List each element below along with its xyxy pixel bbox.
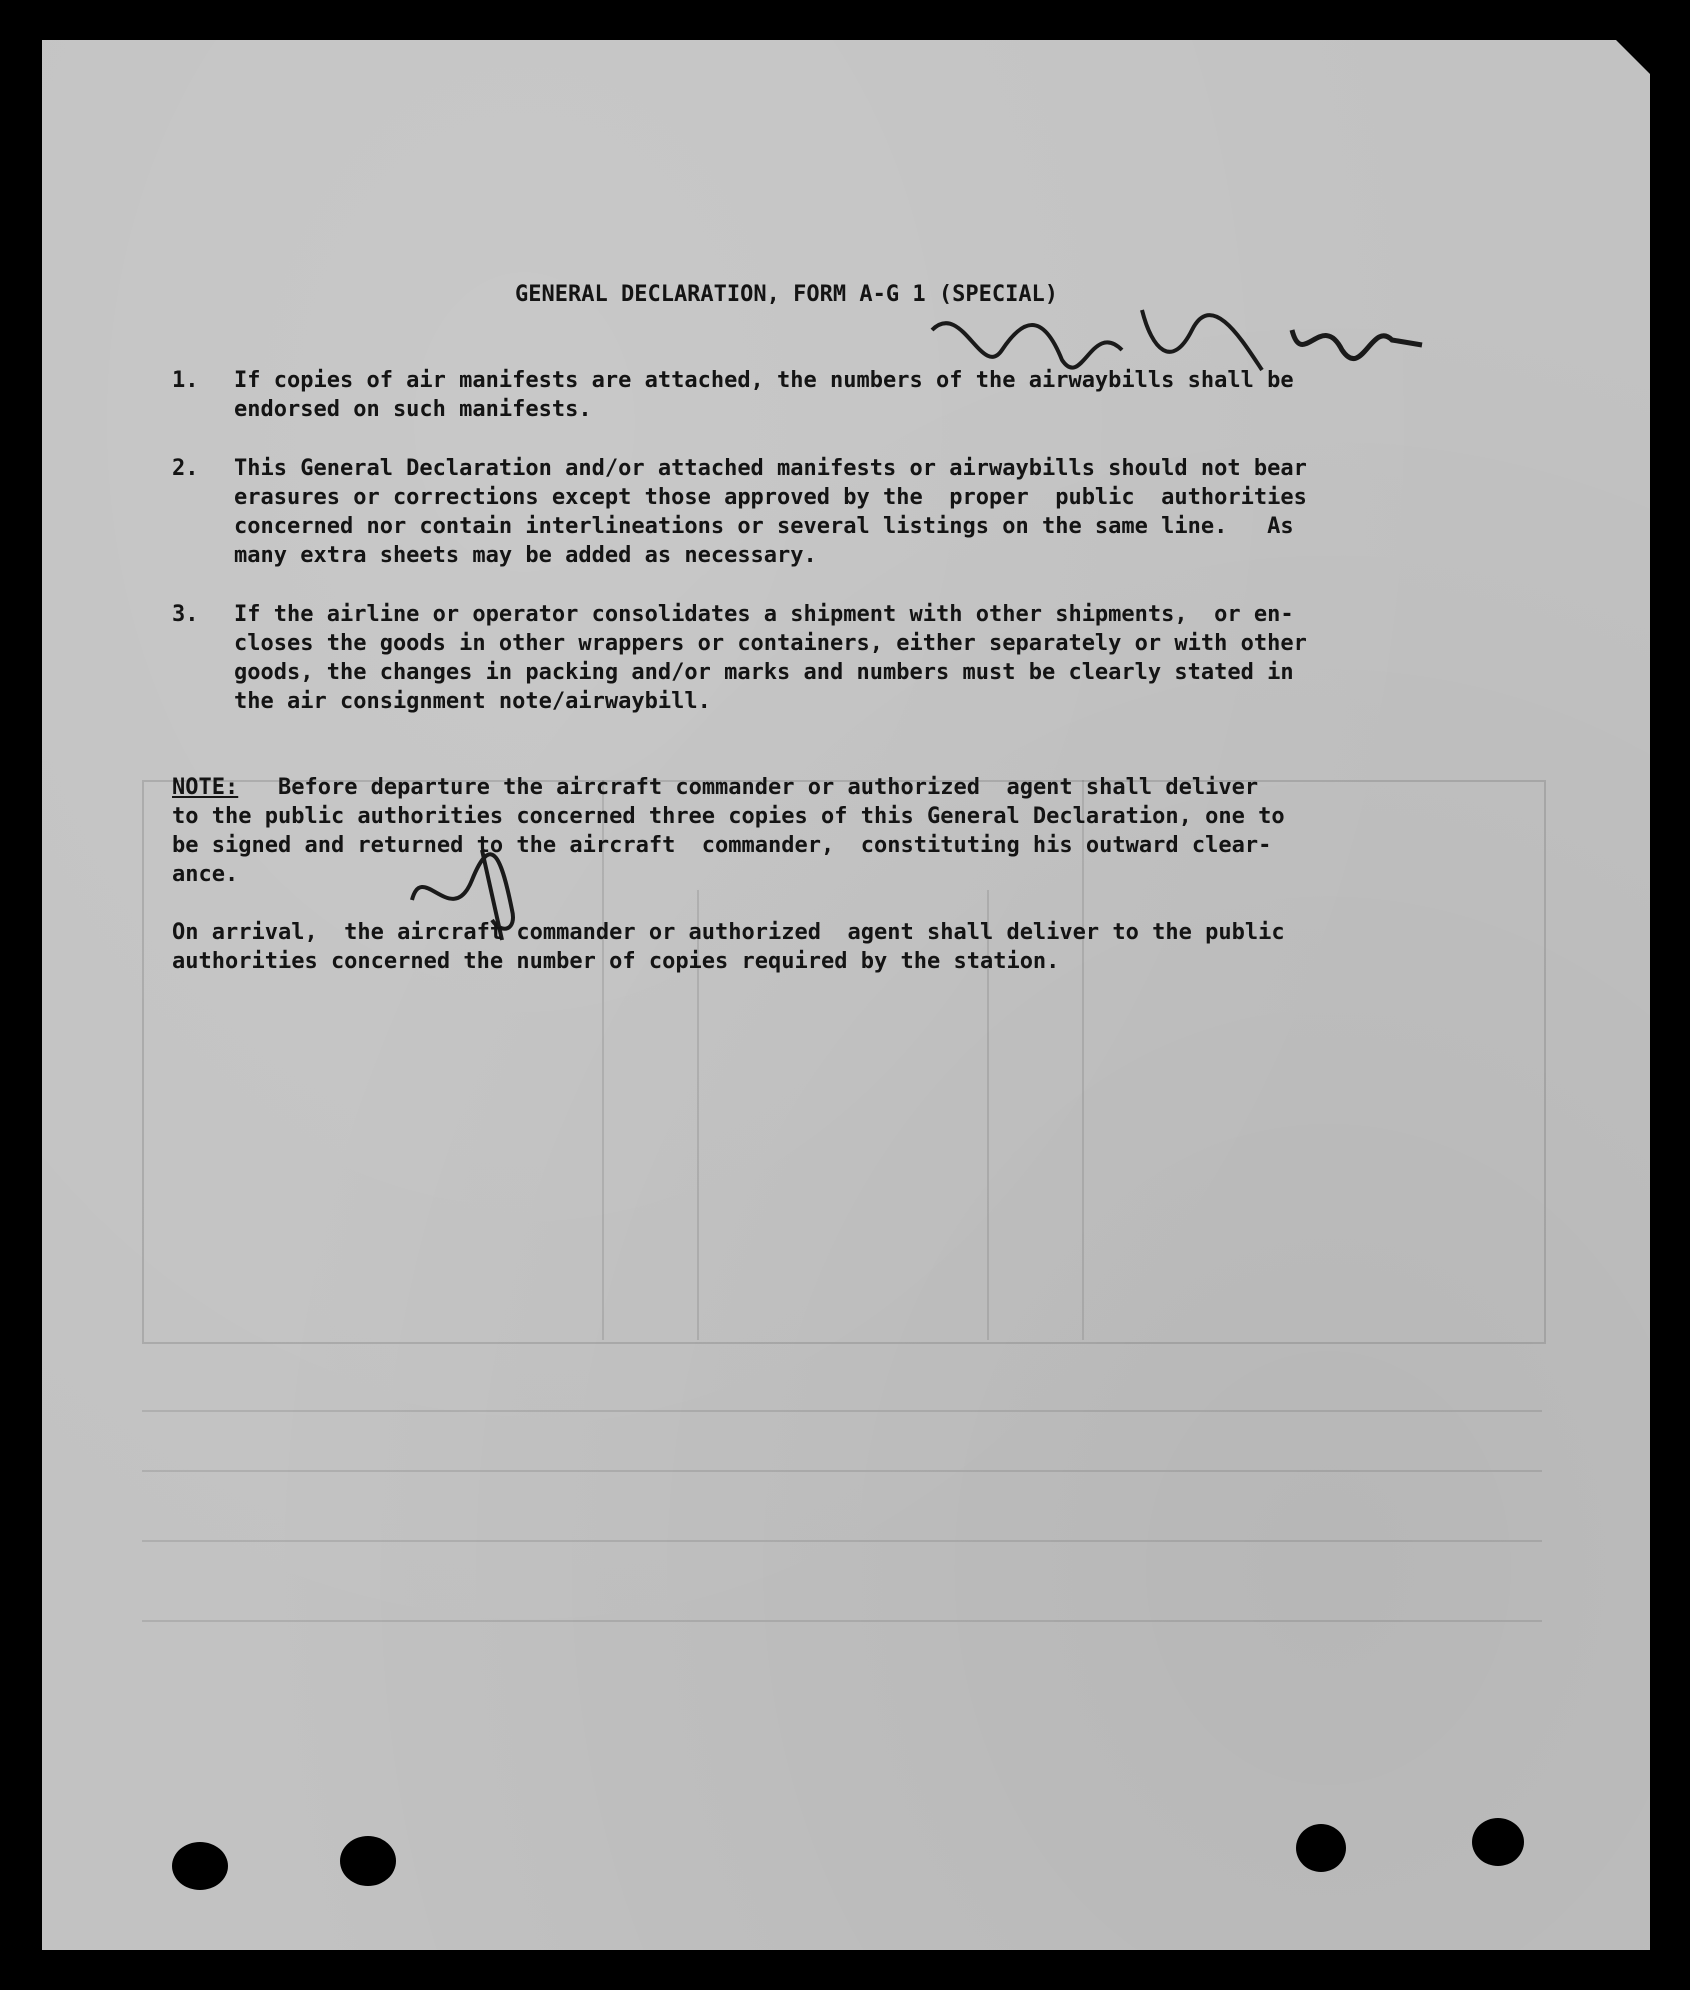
note-label: NOTE: <box>172 775 239 800</box>
bleed-through-rule <box>1082 780 1084 1340</box>
bleed-through-rule <box>142 1540 1542 1542</box>
form-title: GENERAL DECLARATION, FORM A-G 1 (SPECIAL) <box>515 282 1059 307</box>
note-line: be signed and returned to the aircraft commander, constituting his outward clear- <box>172 833 1272 858</box>
item-line: the air consignment note/airwaybill. <box>234 689 711 714</box>
bleed-through-rule <box>142 1620 1542 1622</box>
bleed-through-rule <box>142 1470 1542 1472</box>
note-line: to the public authorities concerned three copies of this General Declaration, one to <box>172 804 1285 829</box>
document-sheet <box>42 40 1650 1950</box>
item-number: 3. <box>172 602 199 627</box>
folded-corner <box>1616 40 1650 74</box>
bleed-through-rule <box>142 1410 1542 1412</box>
item-line: erasures or corrections except those approved by the proper public authorities <box>234 485 1307 510</box>
punch-hole <box>172 1842 228 1890</box>
note-first-line <box>172 773 1258 802</box>
note-line: Before departure the aircraft commander or authorized agent shall deliver <box>238 775 1259 800</box>
punch-hole <box>1296 1824 1346 1872</box>
punch-hole <box>1472 1818 1524 1866</box>
item-line: goods, the changes in packing and/or marks and numbers must be clearly stated in <box>234 660 1294 685</box>
item-line: This General Declaration and/or attached manifests or airwaybills should not bear <box>234 456 1307 481</box>
punch-hole <box>340 1836 396 1886</box>
item-line: If the airline or operator consolidates a shipment with other shipments, or en- <box>234 602 1294 627</box>
note-line: ance. <box>172 862 239 887</box>
arrival-line: On arrival, the aircraft commander or authorized agent shall deliver to the public <box>172 920 1285 945</box>
item-line: If copies of air manifests are attached, the numbers of the airwaybills shall be <box>234 368 1294 393</box>
item-number: 2. <box>172 456 199 481</box>
bleed-through-rule <box>602 780 604 1340</box>
item-line: concerned nor contain interlineations or several listings on the same line. As <box>234 514 1294 539</box>
bleed-through-table <box>142 780 1546 1344</box>
arrival-line: authorities concerned the number of copies required by the station. <box>172 949 1060 974</box>
item-number: 1. <box>172 368 199 393</box>
item-line: endorsed on such manifests. <box>234 397 592 422</box>
item-line: many extra sheets may be added as necessary. <box>234 543 817 568</box>
item-line: closes the goods in other wrappers or containers, either separately or with other <box>234 631 1307 656</box>
